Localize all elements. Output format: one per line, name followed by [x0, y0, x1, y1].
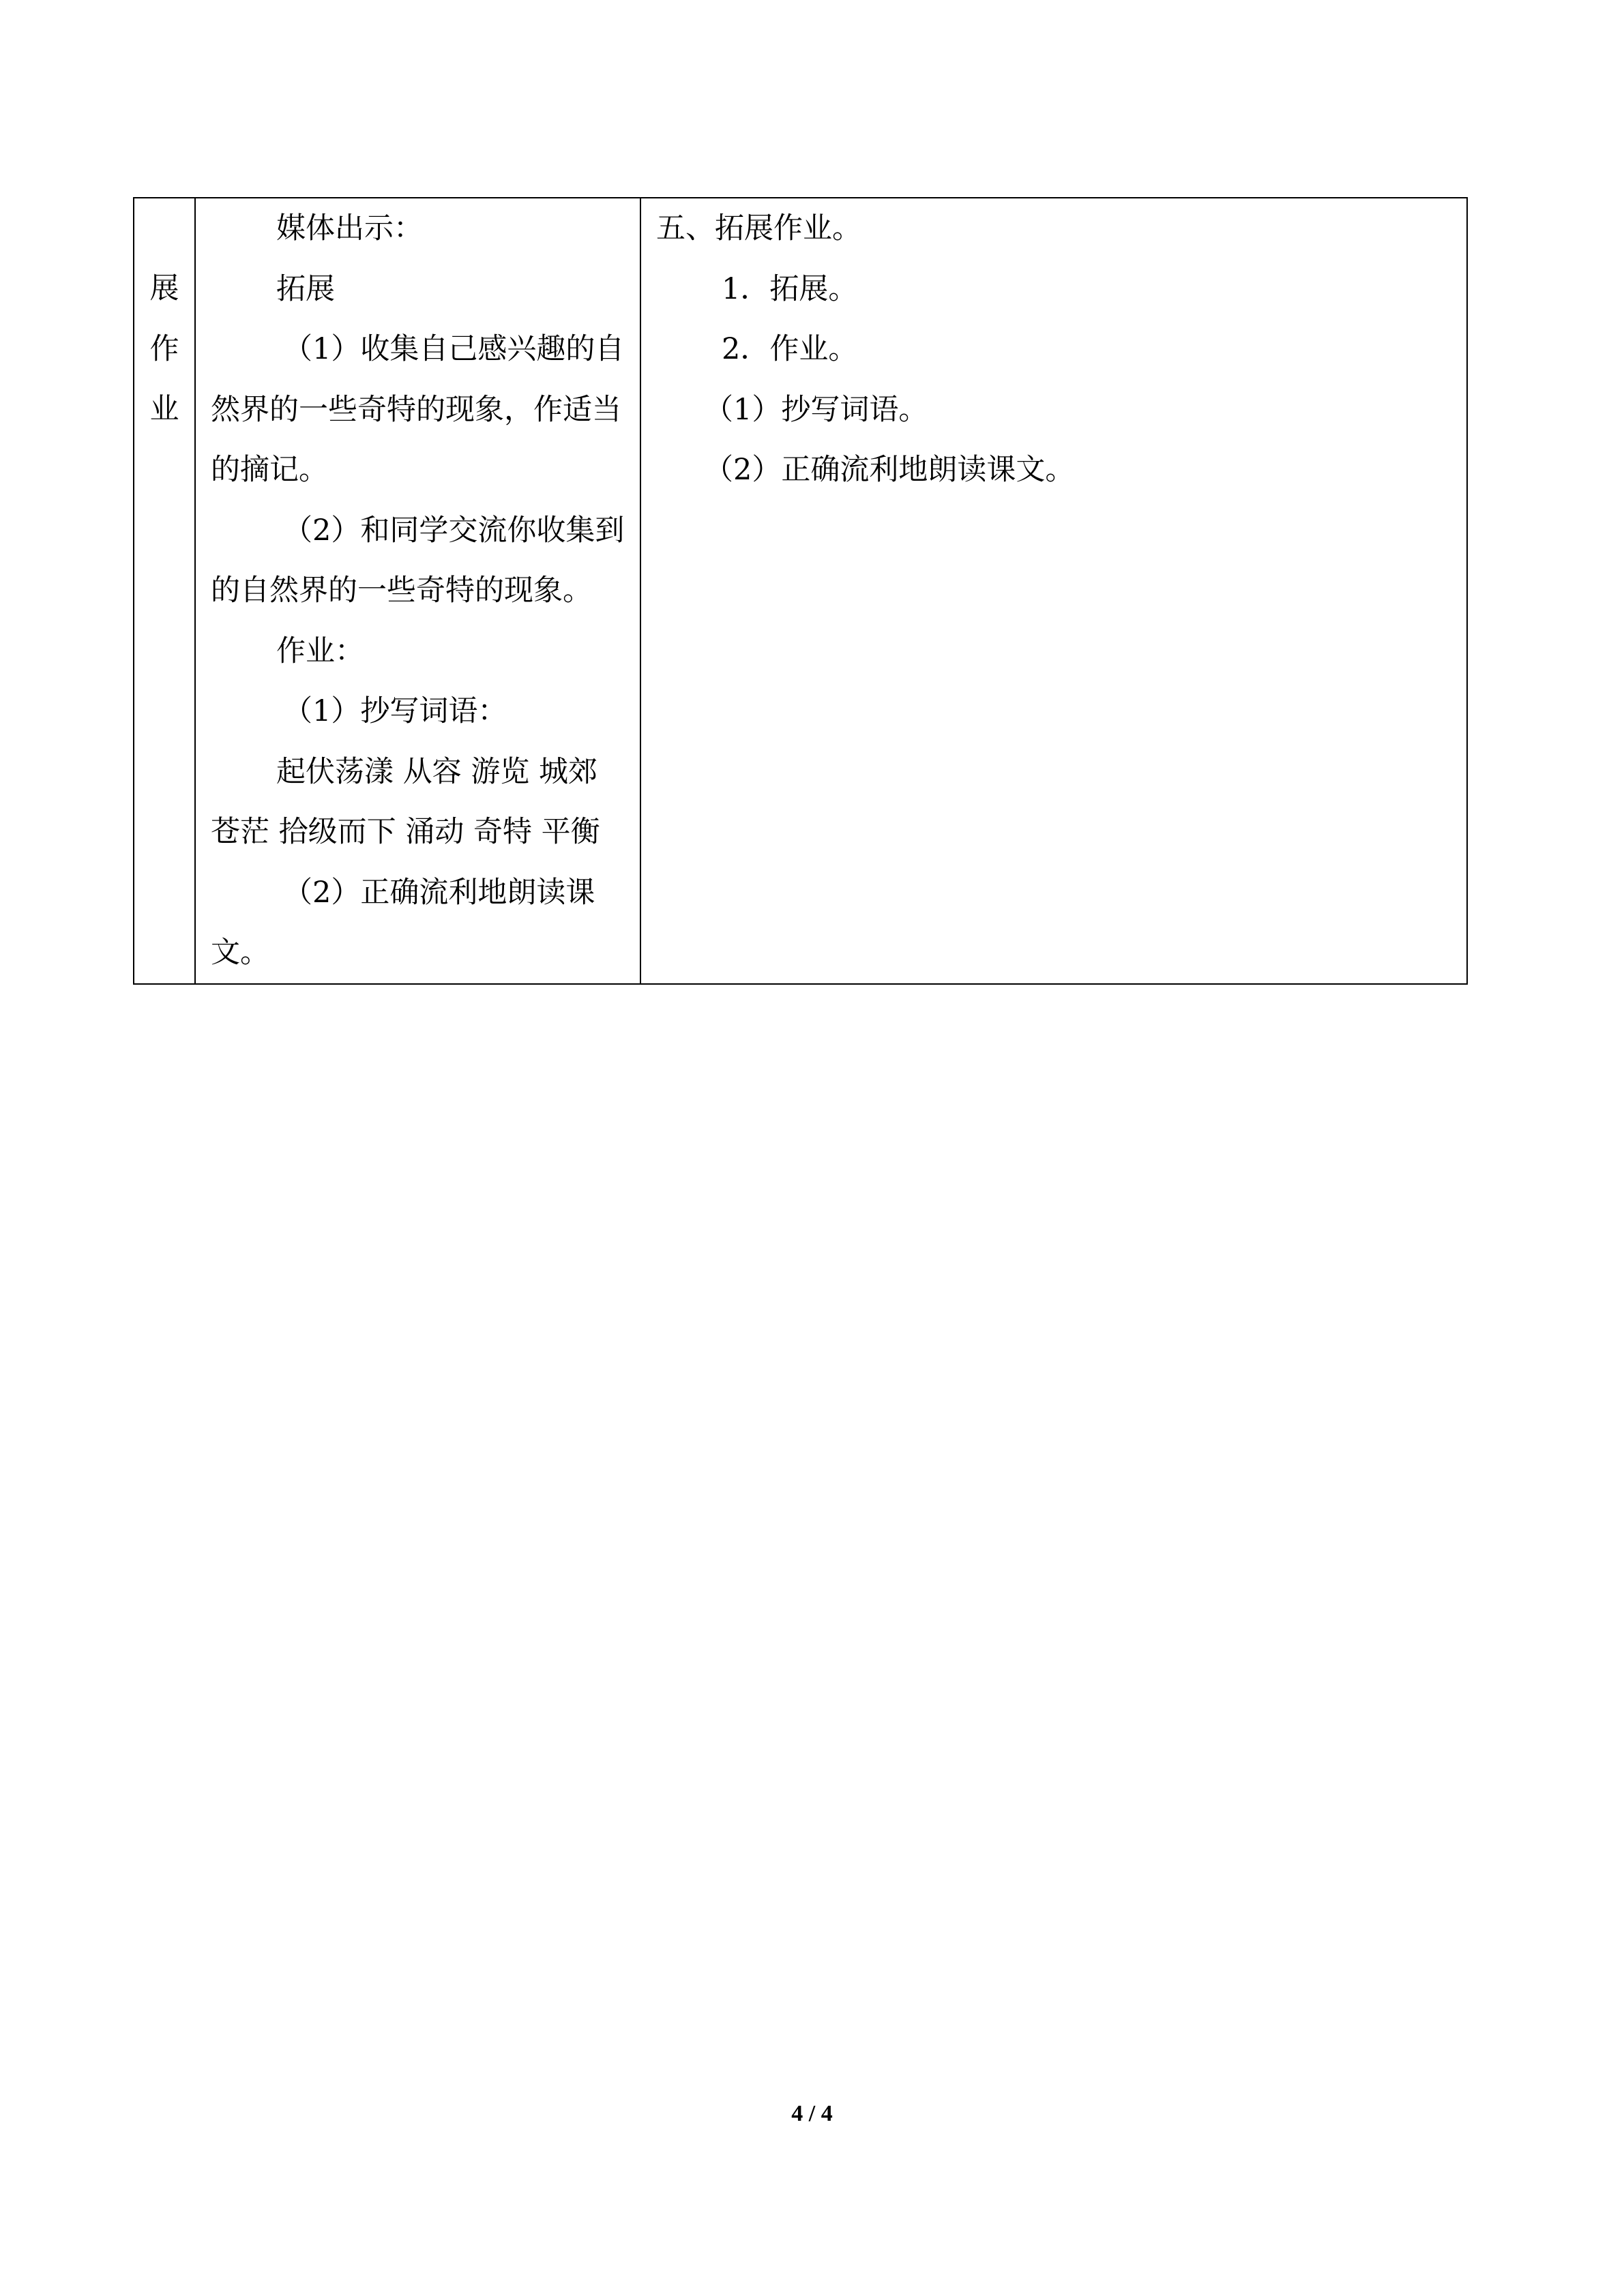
teacher-line: （2）正确流利地朗读课文。	[211, 875, 595, 970]
teacher-line: 起伏荡漾 从容 游览 城郊 苍茫 拾级而下 涌动 奇特 平衡	[211, 754, 600, 849]
teacher-activity-cell	[195, 198, 640, 984]
teacher-line: 作业：	[276, 633, 364, 668]
lesson-plan-table	[133, 197, 1468, 985]
student-activity-cell	[640, 198, 1467, 984]
student-line: 2．作业。	[722, 332, 858, 366]
student-line: 五、拓展作业。	[656, 211, 861, 245]
teacher-line: （2）和同学交流你收集到的自然界的一些奇特的现象。	[211, 513, 625, 608]
student-line: （1）抄写词语。	[704, 392, 928, 427]
teacher-line: 媒体出示：	[276, 211, 423, 245]
step-label-char: 业	[149, 392, 179, 426]
step-label-char: 作	[149, 331, 179, 366]
table-row	[134, 198, 1467, 984]
teacher-line: （1）收集自己感兴趣的自然界的一些奇特的现象，作适当的摘记。	[211, 332, 625, 487]
page-number: 4 / 4	[791, 2101, 833, 2126]
step-label-cell	[134, 198, 195, 984]
teacher-line: 拓展	[276, 271, 335, 306]
student-line: 1．拓展。	[722, 271, 858, 306]
step-label-char: 展	[149, 271, 179, 305]
student-line: （2）正确流利地朗读课文。	[704, 453, 1075, 487]
teacher-line: （1）抄写词语：	[283, 694, 507, 728]
